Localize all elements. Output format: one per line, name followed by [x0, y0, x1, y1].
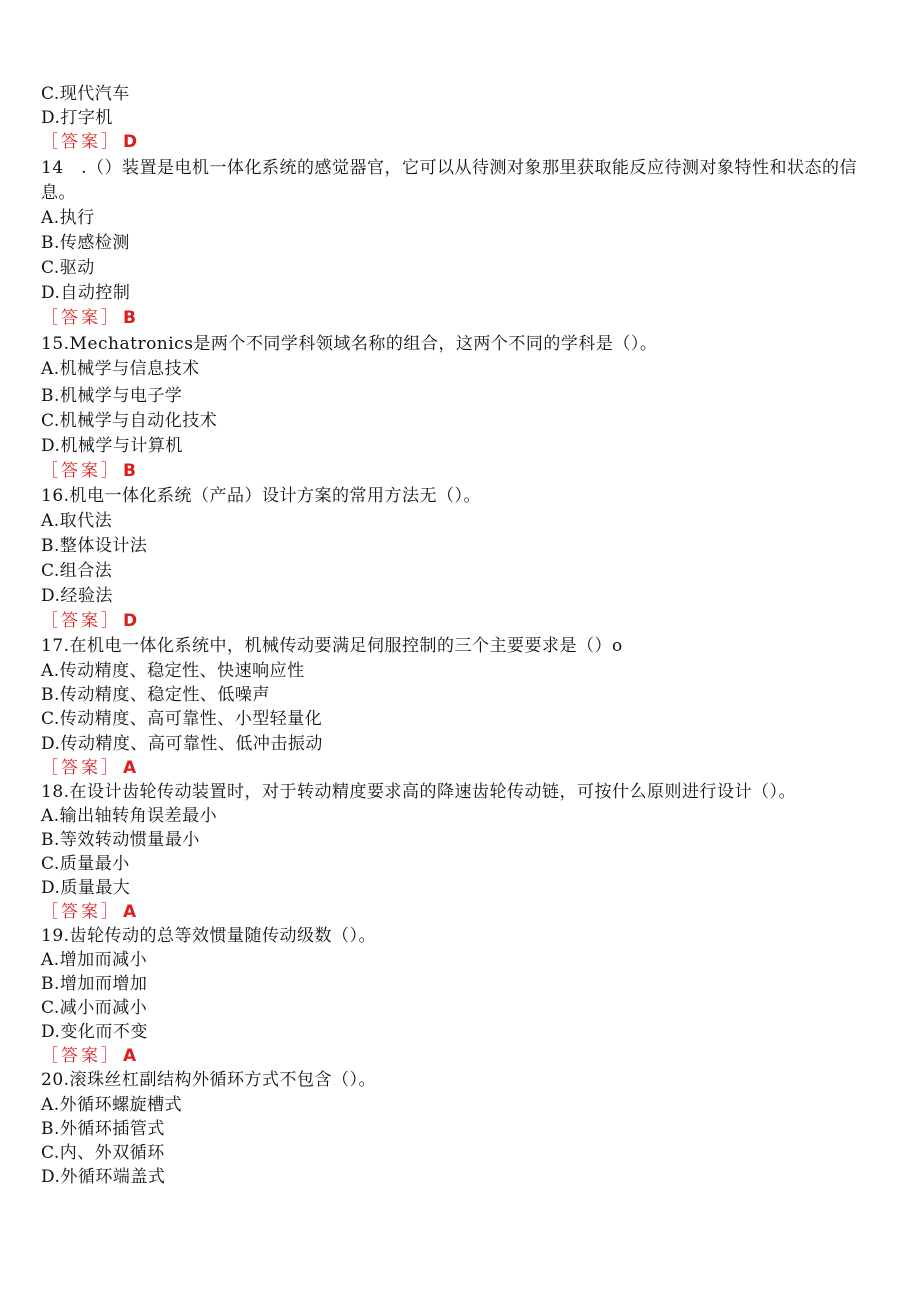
option-c: C.驱动	[41, 258, 95, 278]
answer-letter: D	[123, 132, 138, 152]
option-d: D.经验法	[41, 586, 113, 606]
option-a: A.机械学与信息技术	[41, 359, 200, 379]
question-15: 15.Mechatronics是两个不同学科领域名称的组合，这两个不同的学科是（）。	[41, 334, 658, 354]
question-20: 20.滚珠丝杠副结构外循环方式不包含（）。	[41, 1070, 377, 1090]
option-d: D.变化而不变	[41, 1022, 148, 1042]
option-a: A.执行	[41, 208, 95, 228]
option-a: A.输出轴转角误差最小	[41, 806, 218, 826]
option-a: A.增加而减小	[41, 950, 148, 970]
answer-letter: A	[123, 902, 137, 922]
option-c: C.减小而减小	[41, 998, 148, 1018]
question-17: 17.在机电一体化系统中，机械传动要满足伺服控制的三个主要要求是（）o	[41, 636, 623, 656]
answer-letter: B	[123, 461, 136, 481]
answer-line	[41, 307, 136, 329]
option-b: B.机械学与电子学	[41, 386, 183, 406]
option-b: B.传动精度、稳定性、低噪声	[41, 685, 270, 705]
answer-tag: ［答案］	[41, 1046, 121, 1066]
option-d: D.外循环端盖式	[41, 1167, 166, 1187]
option-d: D.质量最大	[41, 878, 131, 898]
option-d: D.传动精度、高可靠性、低冲击振动	[41, 734, 323, 754]
option-c: C.传动精度、高可靠性、小型轻量化	[41, 709, 323, 729]
answer-letter: B	[123, 308, 136, 328]
question-14: 14 .（）装置是电机一体化系统的感觉器官，它可以从待测对象那里获取能反应待测对象特性和状态的信息。	[41, 158, 858, 203]
answer-letter: D	[123, 611, 138, 631]
answer-line	[41, 610, 137, 632]
option-c: C.质量最小	[41, 854, 130, 874]
option-c: C.组合法	[41, 561, 113, 581]
option-b: B.外循环插管式	[41, 1119, 165, 1139]
option-b: B.整体设计法	[41, 536, 148, 556]
answer-tag: ［答案］	[41, 902, 121, 922]
answer-line	[41, 757, 136, 779]
option-c: C.机械学与自动化技术	[41, 411, 218, 431]
option-c: C.内、外双循环	[41, 1143, 165, 1163]
answer-line	[41, 460, 136, 482]
question-19: 19.齿轮传动的总等效惯量随传动级数（）。	[41, 926, 377, 946]
option-a: A.取代法	[41, 511, 113, 531]
option-b: B.等效转动惯量最小	[41, 830, 200, 850]
answer-line	[41, 1045, 136, 1067]
answer-line	[41, 901, 136, 923]
answer-tag: ［答案］	[41, 611, 121, 631]
option-d: D.打字机	[41, 108, 113, 128]
question-18: 18.在设计齿轮传动装置时，对于转动精度要求高的降速齿轮传动链，可按什么原则进行设计（）。	[41, 782, 797, 802]
option-d: D.自动控制	[41, 283, 131, 303]
answer-letter: A	[123, 1046, 137, 1066]
answer-line	[41, 131, 137, 153]
answer-tag: ［答案］	[41, 308, 121, 328]
option-d: D.机械学与计算机	[41, 436, 183, 456]
option-c: C.现代汽车	[41, 84, 130, 104]
option-b: B.增加而增加	[41, 974, 148, 994]
answer-tag: ［答案］	[41, 758, 121, 778]
answer-tag: ［答案］	[41, 461, 121, 481]
answer-tag: ［答案］	[41, 132, 121, 152]
option-b: B.传感检测	[41, 233, 130, 253]
option-a: A.传动精度、稳定性、快速响应性	[41, 661, 305, 681]
answer-letter: A	[123, 758, 137, 778]
question-16: 16.机电一体化系统（产品）设计方案的常用方法无（）。	[41, 486, 482, 506]
option-a: A.外循环螺旋槽式	[41, 1095, 183, 1115]
